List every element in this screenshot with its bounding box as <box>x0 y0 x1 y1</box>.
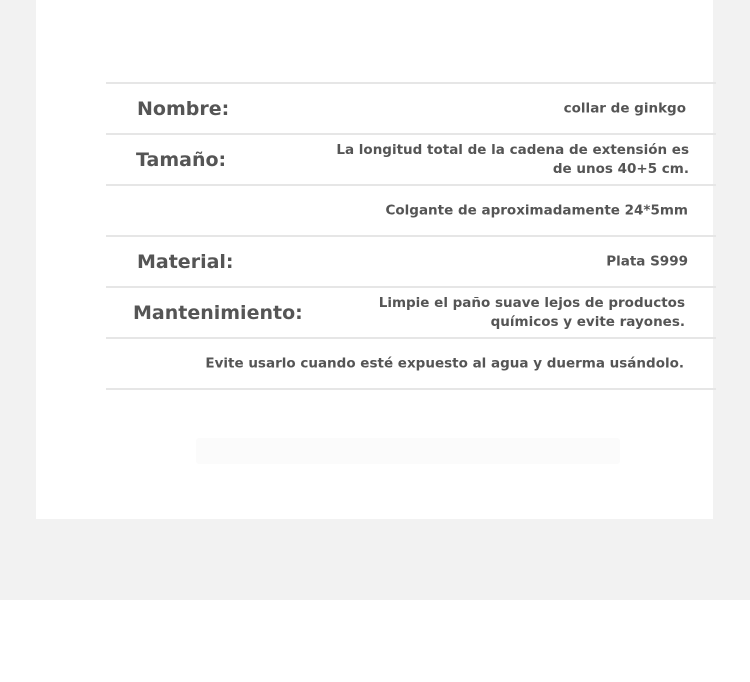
spec-row-mantenimiento <box>106 288 716 339</box>
spec-row-agua <box>106 339 716 390</box>
spec-table <box>106 82 716 390</box>
spec-value-mantenimiento <box>379 294 685 332</box>
spec-row-nombre <box>106 84 716 135</box>
spec-label-nombre: Nombre: <box>137 97 230 120</box>
spec-value-agua: Evite usarlo cuando esté expuesto al agua y duerma usándolo. <box>205 355 684 371</box>
spec-row-tamano <box>106 135 716 186</box>
spec-row-colgante <box>106 186 716 237</box>
product-spec-card <box>36 0 713 519</box>
spec-label-tamano: Tamaño: <box>136 148 227 171</box>
spec-label-material: Material: <box>137 250 234 273</box>
spec-value-colgante: Colgante de aproximadamente 24*5mm <box>385 202 688 218</box>
spec-value-nombre: collar de ginkgo <box>563 100 686 116</box>
faint-watermark <box>196 438 620 464</box>
spec-value-mantenimiento-line2: químicos y evite rayones. <box>490 313 685 330</box>
spec-label-mantenimiento: Mantenimiento: <box>133 301 303 324</box>
spec-value-tamano-line1: La longitud total de la cadena de extensión es <box>336 141 689 158</box>
spec-value-mantenimiento-line1: Limpie el paño suave lejos de productos <box>378 294 685 311</box>
spec-row-material <box>106 237 716 288</box>
spec-value-tamano <box>336 141 689 179</box>
spec-value-tamano-line2: de unos 40+5 cm. <box>552 160 689 177</box>
spec-value-material: Plata S999 <box>606 253 688 269</box>
